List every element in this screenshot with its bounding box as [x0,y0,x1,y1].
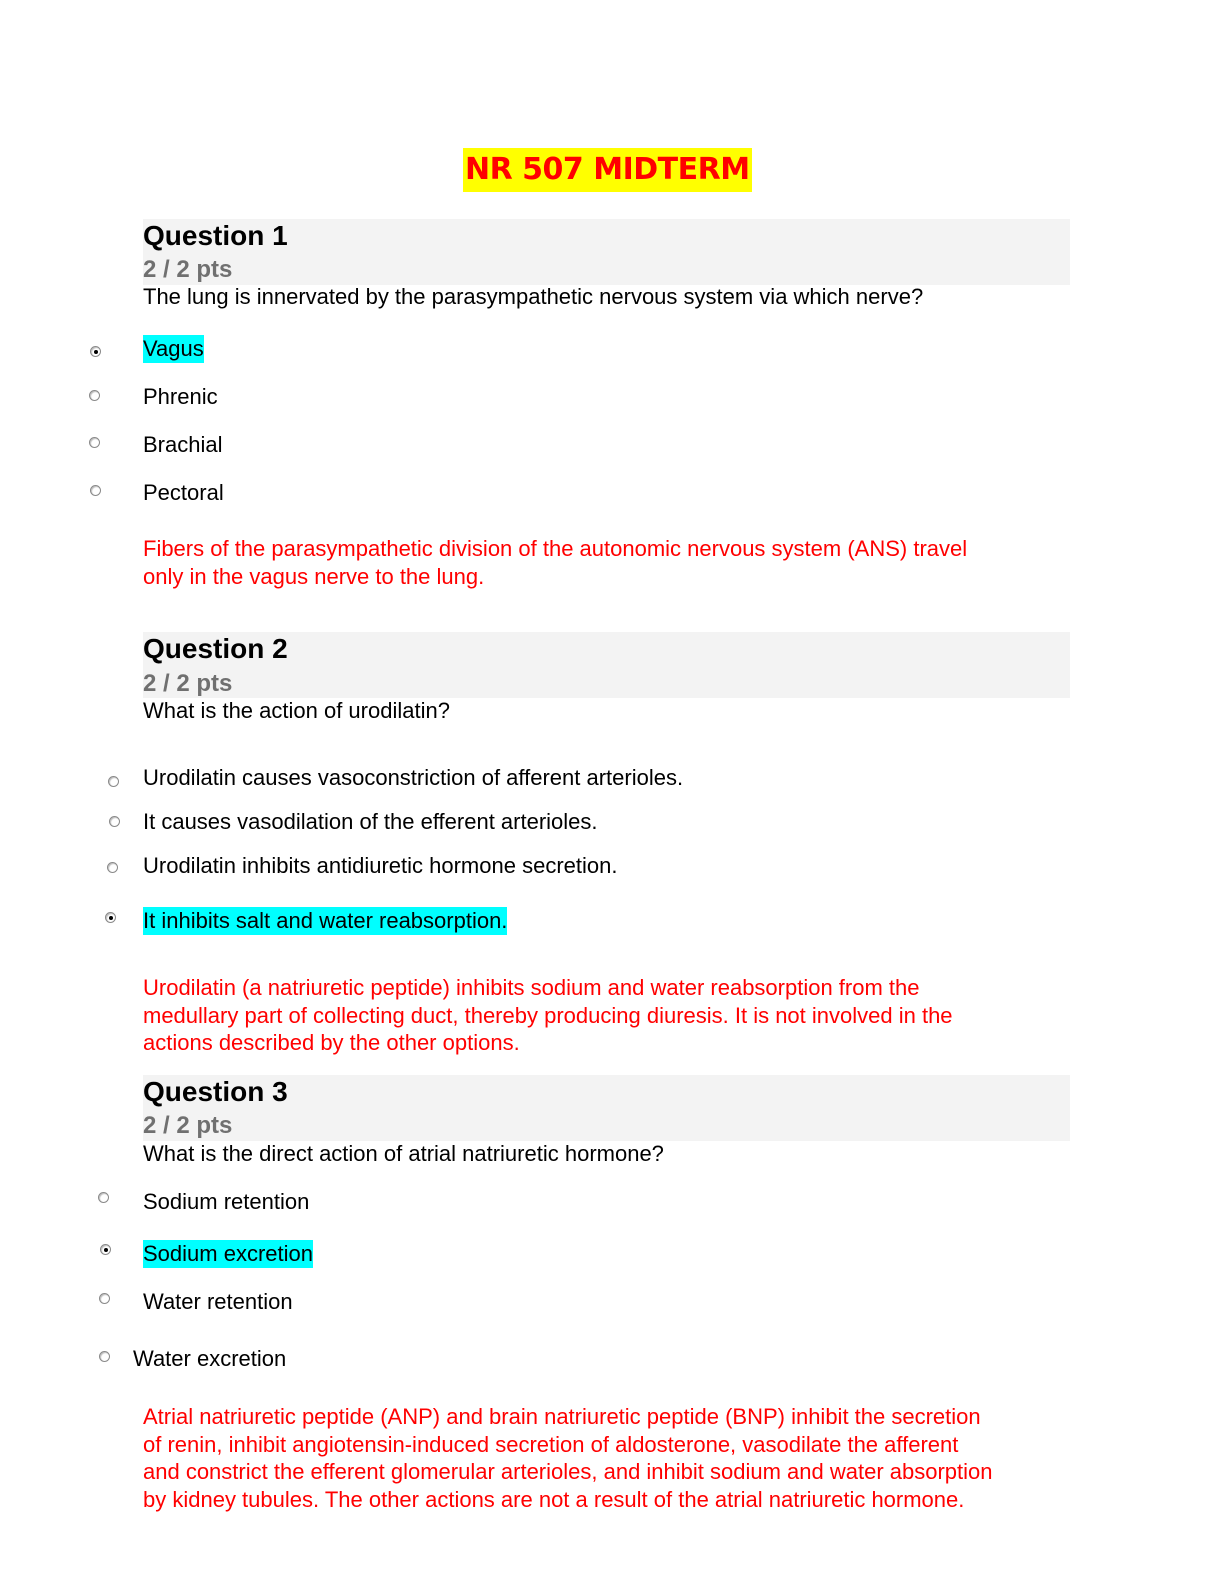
q2-option-2-label: It causes vasodilation of the efferent arterioles. [143,809,598,834]
q2-option-4-label: It inhibits salt and water reabsorption. [143,908,508,933]
q3-option-1-label: Sodium retention [143,1189,310,1214]
question-1-feedback [143,535,1073,590]
q3-option-1-radio[interactable] [98,1192,109,1203]
feedback-line: medullary part of collecting duct, thereby producing diuresis. It is not involved in the [143,1002,953,1028]
feedback-line: of renin, inhibit angiotensin-induced secretion of aldosterone, vasodilate the afferent [143,1431,959,1457]
q1-option-3-label: Brachial [143,432,223,457]
q1-option-2-radio[interactable] [89,390,100,401]
q2-option-1-label: Urodilatin causes vasoconstriction of afferent arterioles. [143,765,684,790]
question-1-points: 2 / 2 pts [143,256,233,283]
q2-option-3-label: Urodilatin inhibits antidiuretic hormone secretion. [143,853,618,878]
page-title: NR 507 MIDTERM [463,148,752,192]
q1-option-1-radio[interactable] [90,346,101,357]
question-1-number: Question 1 [143,220,288,251]
q1-option-1-label: Vagus [143,336,204,361]
question-3-feedback [143,1403,1073,1513]
q3-option-3-radio[interactable] [99,1293,110,1304]
q3-option-4-label: Water excretion [133,1346,287,1371]
question-3-number: Question 3 [143,1076,288,1107]
q3-option-2-label: Sodium excretion [143,1241,313,1266]
question-3-text: What is the direct action of atrial natriuretic hormone? [143,1141,664,1166]
feedback-line: only in the vagus nerve to the lung. [143,563,485,589]
q1-option-4-label: Pectoral [143,480,224,505]
q2-option-1-radio[interactable] [108,776,119,787]
question-3-points: 2 / 2 pts [143,1112,233,1139]
question-1-text: The lung is innervated by the parasympathetic nervous system via which nerve? [143,284,924,309]
feedback-line: and constrict the efferent glomerular arterioles, and inhibit sodium and water absorption [143,1459,993,1484]
feedback-line: by kidney tubules. The other actions are not a result of the atrial natriuretic hormone. [143,1486,965,1512]
q1-option-4-radio[interactable] [90,485,101,496]
q1-option-3-radio[interactable] [89,437,100,448]
feedback-line: Atrial natriuretic peptide (ANP) and brain natriuretic peptide (BNP) inhibit the secretion [143,1404,981,1429]
question-2-number: Question 2 [143,633,288,664]
feedback-line: Fibers of the parasympathetic division of the autonomic nervous system (ANS) travel [143,536,968,561]
q3-option-3-label: Water retention [143,1289,293,1314]
feedback-line: actions described by the other options. [143,1030,520,1055]
q2-option-4-radio[interactable] [105,912,116,923]
q2-option-3-radio[interactable] [107,862,118,873]
feedback-line: Urodilatin (a natriuretic peptide) inhibits sodium and water reabsorption from the [143,975,920,1000]
question-2-feedback [143,974,1073,1057]
q2-option-2-radio[interactable] [109,816,120,827]
question-2-text: What is the action of urodilatin? [143,698,450,723]
q3-option-4-radio[interactable] [99,1351,110,1362]
q3-option-2-radio[interactable] [100,1244,111,1255]
question-2-points: 2 / 2 pts [143,670,233,697]
q1-option-2-label: Phrenic [143,384,218,409]
